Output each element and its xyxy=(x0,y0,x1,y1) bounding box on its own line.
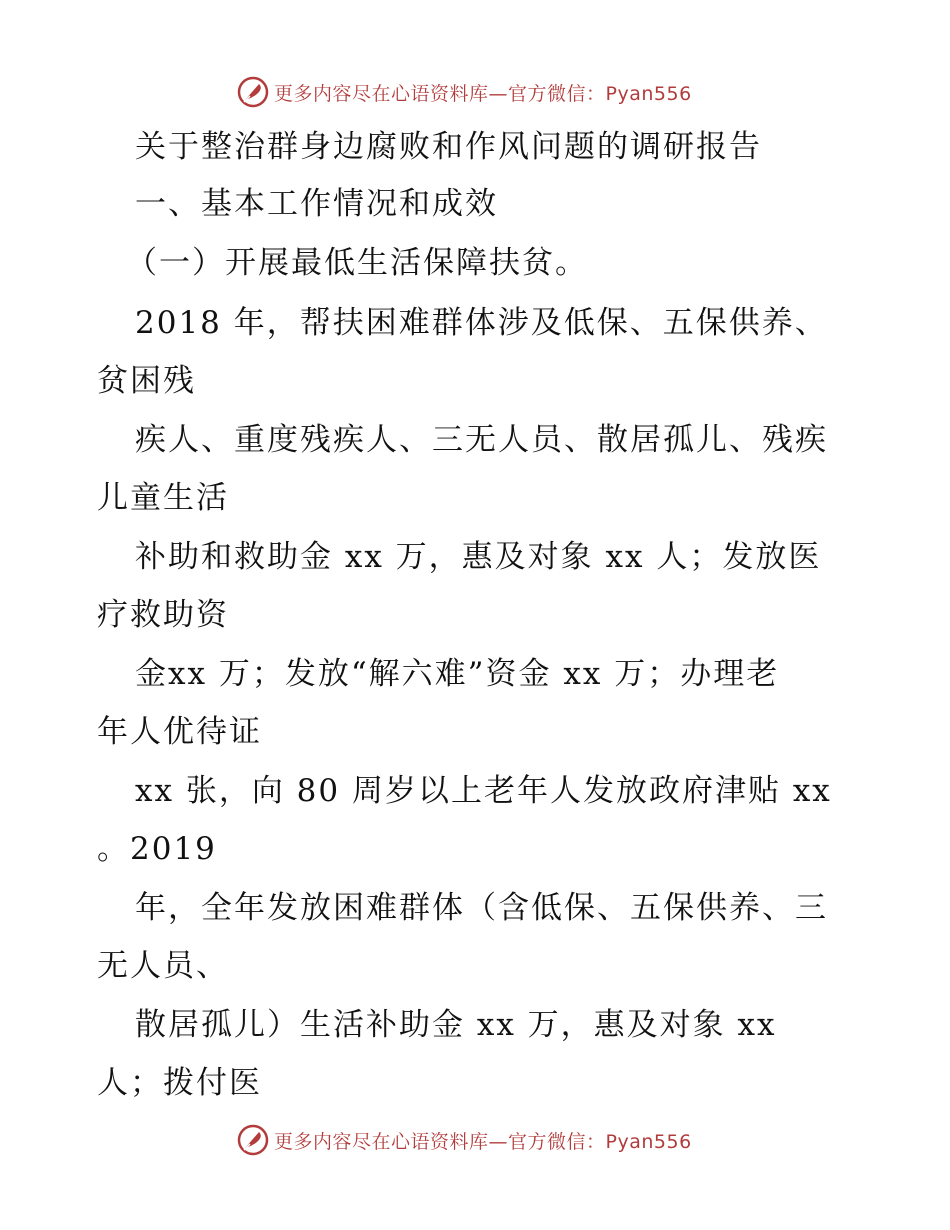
paragraph-line: 补助和救助金 xx 万，惠及对象 xx 人；发放医 xyxy=(135,539,822,575)
paragraph-line: 疾人、重度残疾人、三无人员、散居孤儿、残疾 xyxy=(135,422,828,458)
paragraph-line: 金xx 万；发放“解六难”资金 xx 万；办理老 xyxy=(135,656,780,692)
paragraph-line: 年人优待证 xyxy=(97,714,262,750)
paragraph-line: xx 张，向 80 周岁以上老年人发放政府津贴 xx xyxy=(135,773,832,809)
paragraph-line: 年，全年发放困难群体（含低保、五保供养、三 xyxy=(135,890,828,926)
paragraph-line: 散居孤儿）生活补助金 xx 万，惠及对象 xx xyxy=(135,1007,777,1043)
header-watermark xyxy=(0,70,950,114)
document-title: 关于整治群身边腐败和作风问题的调研报告 xyxy=(135,129,762,165)
paragraph-line: 2018 年，帮扶困难群体涉及低保、五保供养、 xyxy=(135,305,828,341)
paragraph-line: 疗救助资 xyxy=(97,597,229,633)
paragraph-line: 人；拨付医 xyxy=(97,1065,262,1101)
footer-watermark xyxy=(0,1118,950,1162)
feather-pen-logo-icon xyxy=(236,75,270,109)
paragraph-line: 无人员、 xyxy=(97,948,229,984)
section-heading: 一、基本工作情况和成效 xyxy=(135,186,498,222)
subsection-heading: （一）开展最低生活保障扶贫。 xyxy=(126,245,588,281)
feather-pen-logo-icon xyxy=(236,1123,270,1157)
paragraph-line: 贫困残 xyxy=(97,363,196,399)
paragraph-line: 。2019 xyxy=(97,831,217,867)
watermark-text: 更多内容尽在心语资料库—官方微信：Pyan556 xyxy=(274,82,692,105)
watermark-text: 更多内容尽在心语资料库—官方微信：Pyan556 xyxy=(274,1130,692,1153)
paragraph-line: 儿童生活 xyxy=(97,480,229,516)
